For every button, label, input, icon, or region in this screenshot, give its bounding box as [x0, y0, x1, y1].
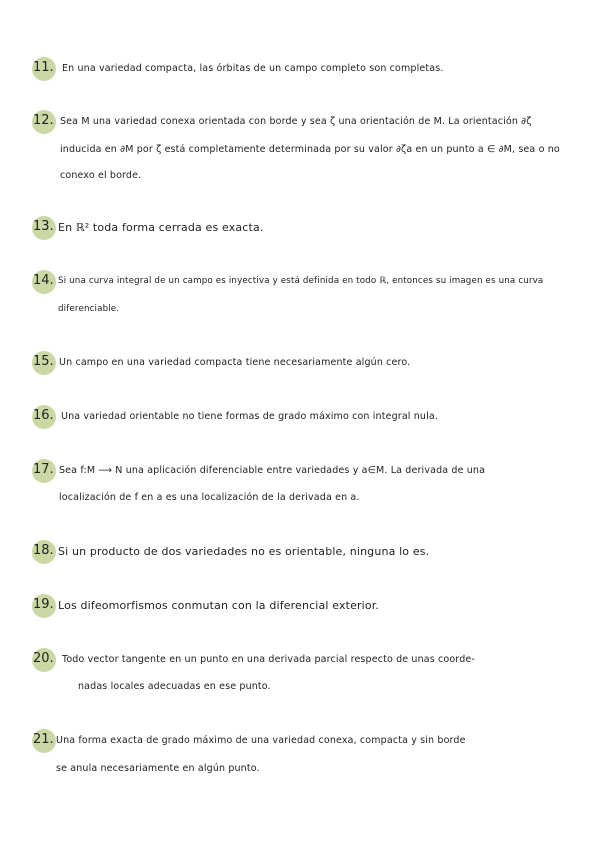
statement-text: Si una curva integral de un campo es inyectiva y está definida en todo ℝ, entonces su imagen es una curva: [58, 276, 544, 286]
statement-text: Sea f:M ⟶ N una aplicación diferenciable entre variedades y a∈M. La derivada de una: [59, 465, 486, 476]
statement-text: Si un producto de dos variedades no es orientable, ninguna lo es.: [58, 545, 430, 558]
number-badge: 20.: [32, 648, 56, 672]
statement-text: conexo el borde.: [60, 170, 142, 181]
number-badge: 11.: [32, 57, 56, 81]
number-badge: 19.: [32, 594, 56, 618]
statement-text: localización de f en a es una localización de la derivada en a.: [59, 492, 360, 503]
statement-text: Una forma exacta de grado máximo de una variedad conexa, compacta y sin borde: [56, 735, 466, 746]
statement-text: Un campo en una variedad compacta tiene necesariamente algún cero.: [59, 357, 411, 368]
number-badge: 21.: [32, 729, 56, 753]
number-badge: 18.: [32, 540, 56, 564]
statement-text: nadas locales adecuadas en ese punto.: [78, 681, 271, 692]
statement-text: Una variedad orientable no tiene formas de grado máximo con integral nula.: [61, 411, 439, 422]
statement-text: Todo vector tangente en un punto en una derivada parcial respecto de unas coorde-: [62, 654, 475, 665]
statement-text: Los difeomorfismos conmutan con la diferencial exterior.: [58, 599, 380, 612]
statement-text: diferenciable.: [58, 304, 120, 314]
number-badge: 14.: [32, 270, 56, 294]
number-badge: 17.: [32, 459, 56, 483]
statement-text: Sea M una variedad conexa orientada con borde y sea ζ una orientación de M. La orientación ∂ζ: [60, 116, 532, 127]
number-badge: 15.: [32, 351, 56, 375]
number-badge: 12.: [32, 110, 56, 134]
number-badge: 16.: [32, 405, 56, 429]
statement-text: inducida en ∂M por ζ está completamente determinada por su valor ∂ζa en un punto a ∈ ∂M, sea o no: [60, 144, 560, 155]
statement-text: se anula necesariamente en algún punto.: [56, 763, 260, 774]
number-badge: 13.: [32, 216, 56, 240]
statement-text: En una variedad compacta, las órbitas de un campo completo son completas.: [62, 63, 444, 74]
statement-text: En ℝ² toda forma cerrada es exacta.: [58, 221, 264, 234]
